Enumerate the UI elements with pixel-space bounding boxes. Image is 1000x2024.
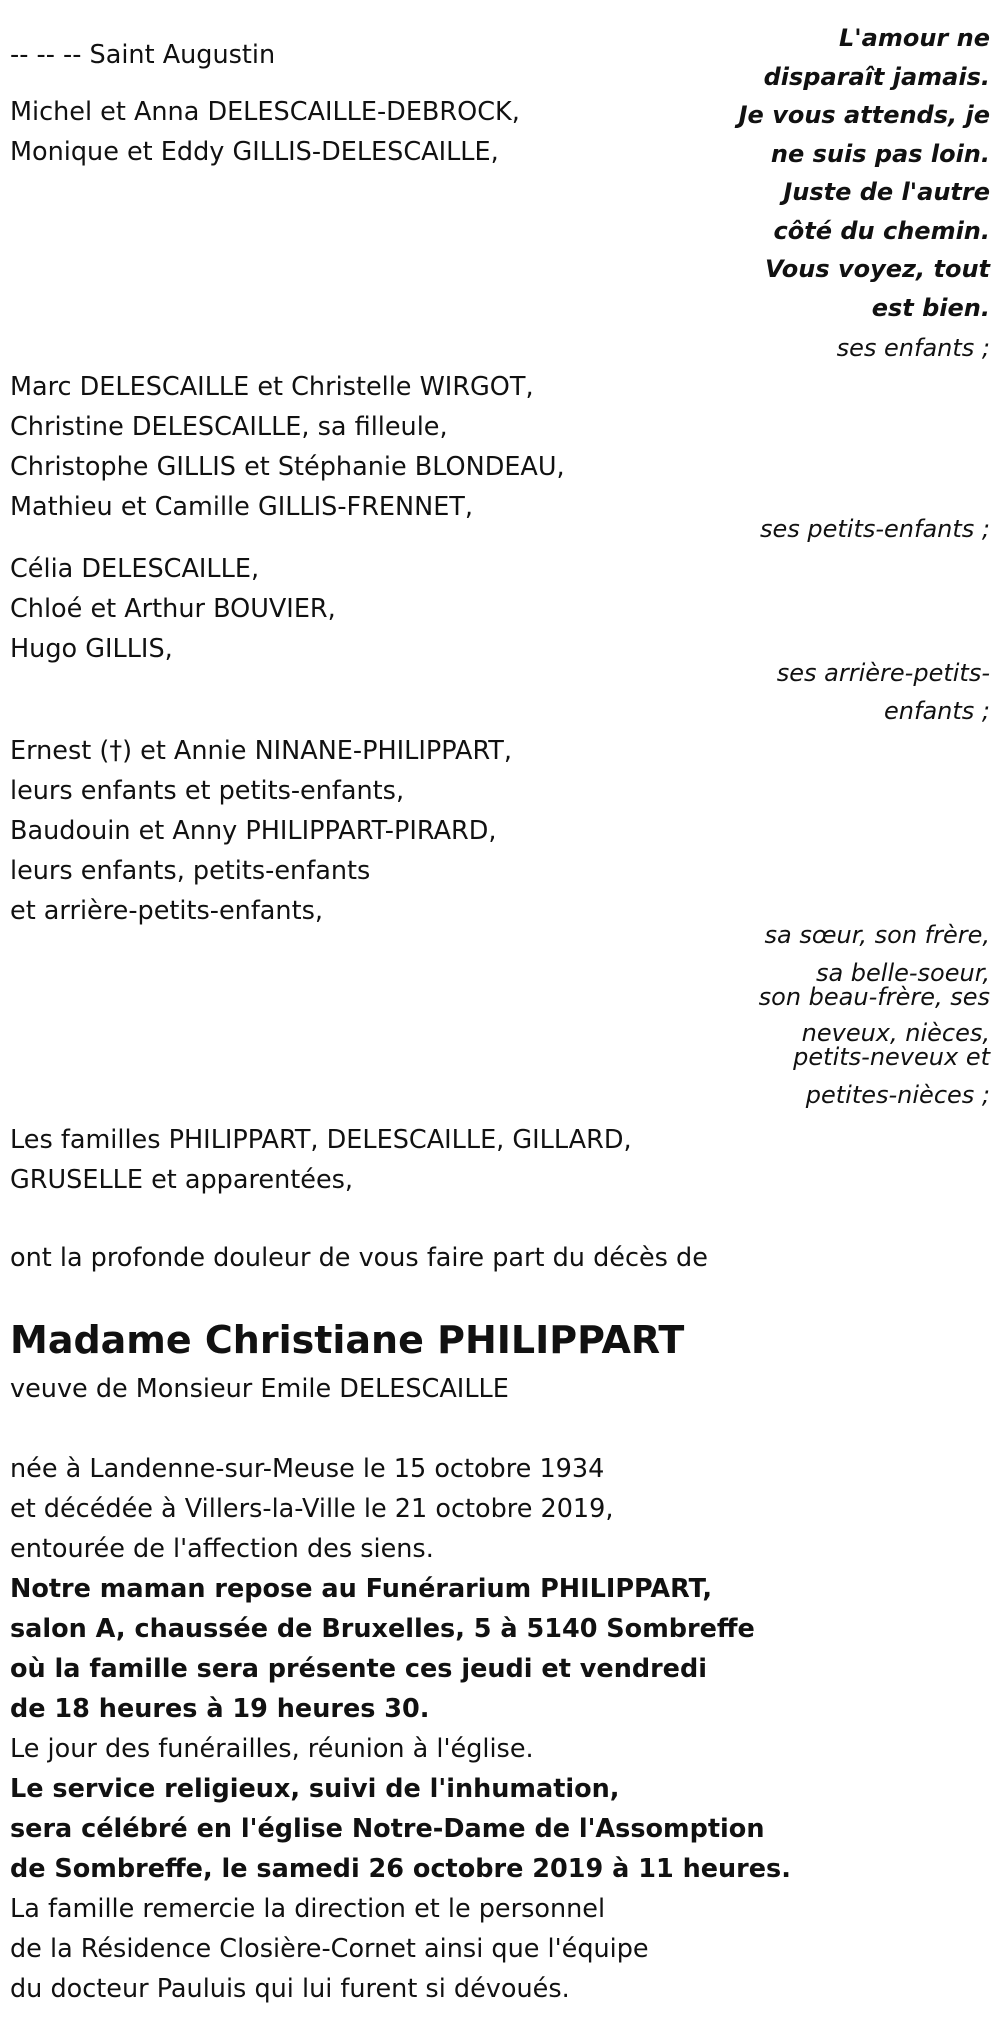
- grandchildren-list: [10, 367, 565, 527]
- list-item: Mathieu et Camille GILLIS-FRENNET,: [10, 492, 473, 522]
- list-item: leurs enfants et petits-enfants,: [10, 776, 405, 806]
- quote-line: est bien.: [871, 293, 990, 322]
- detail-line: sera célébré en l'église Notre-Dame de l'Assomption: [10, 1814, 765, 1844]
- detail-line: La famille remercie la direction et le personnel: [10, 1894, 606, 1924]
- announcement-text: ont la profonde douleur de vous faire part du décès de: [10, 1243, 708, 1273]
- great-grandchildren-list: [10, 549, 336, 669]
- detail-line: née à Landenne-sur-Meuse le 15 octobre 1934: [10, 1454, 605, 1484]
- label-great-grandchildren: [777, 654, 990, 730]
- detail-line: Notre maman repose au Funérarium PHILIPPART,: [10, 1574, 713, 1604]
- list-item: Hugo GILLIS,: [10, 634, 173, 664]
- list-item: Ernest (†) et Annie NINANE-PHILIPPART,: [10, 736, 512, 766]
- list-item: Christophe GILLIS et Stéphanie BLONDEAU,: [10, 452, 565, 482]
- label-line: sa belle-soeur,: [815, 959, 990, 987]
- list-item: Monique et Eddy GILLIS-DELESCAILLE,: [10, 137, 499, 167]
- details-block: [10, 1449, 791, 2009]
- list-item: Célia DELESCAILLE,: [10, 554, 260, 584]
- children-list: [10, 92, 520, 172]
- list-item: Baudouin et Anny PHILIPPART-PIRARD,: [10, 816, 497, 846]
- siblings-list: [10, 731, 512, 931]
- detail-line: du docteur Pauluis qui lui furent si dévoués.: [10, 1974, 570, 2004]
- quote-line: Je vous attends, je: [738, 101, 990, 129]
- label-line: enfants ;: [884, 697, 990, 725]
- list-item: leurs enfants, petits-enfants: [10, 856, 371, 886]
- detail-line: de 18 heures à 19 heures 30.: [10, 1694, 430, 1724]
- label-siblings: [759, 917, 990, 1113]
- deceased-name: Madame Christiane PHILIPPART: [10, 1318, 685, 1362]
- label-line: sa sœur, son frère,: [764, 921, 990, 949]
- label-grandchildren: ses petits-enfants ;: [759, 515, 990, 543]
- detail-line: Le jour des funérailles, réunion à l'église.: [10, 1734, 534, 1764]
- families-list: [10, 1120, 632, 1200]
- detail-line: et décédée à Villers-la-Ville le 21 octobre 2019,: [10, 1494, 614, 1524]
- label-line: petits-neveux et: [793, 1043, 990, 1071]
- quote-line: ne suis pas loin.: [770, 139, 990, 168]
- quote-line: côté du chemin.: [773, 216, 990, 245]
- label-line: ses arrière-petits-: [776, 659, 990, 687]
- quote-line: disparaît jamais.: [763, 62, 990, 91]
- detail-line: de Sombreffe, le samedi 26 octobre 2019 à 11 heures.: [10, 1854, 791, 1884]
- detail-line: où la famille sera présente ces jeudi et vendredi: [10, 1654, 707, 1684]
- label-line: petites-nièces ;: [805, 1081, 990, 1109]
- quote-line: L'amour ne: [839, 24, 990, 52]
- deceased-subtitle: veuve de Monsieur Emile DELESCAILLE: [10, 1374, 509, 1404]
- label-children: ses enfants ;: [836, 334, 990, 362]
- quote-line: Juste de l'autre: [783, 178, 990, 206]
- label-line: son beau-frère, ses: [758, 983, 990, 1011]
- quote-line: Vous voyez, tout: [764, 255, 990, 283]
- list-item: Michel et Anna DELESCAILLE-DEBROCK,: [10, 97, 520, 127]
- list-item: et arrière-petits-enfants,: [10, 896, 323, 926]
- list-item: Les familles PHILIPPART, DELESCAILLE, GILLARD,: [10, 1125, 632, 1155]
- detail-line: entourée de l'affection des siens.: [10, 1534, 434, 1564]
- label-line: neveux, nièces,: [801, 1019, 990, 1047]
- intro-text: -- -- -- Saint Augustin: [10, 40, 276, 70]
- detail-line: de la Résidence Closière-Cornet ainsi que l'équipe: [10, 1934, 649, 1964]
- quote-block: [739, 19, 990, 327]
- detail-line: salon A, chaussée de Bruxelles, 5 à 5140 Sombreffe: [10, 1614, 755, 1644]
- list-item: GRUSELLE et apparentées,: [10, 1165, 354, 1195]
- list-item: Christine DELESCAILLE, sa filleule,: [10, 412, 448, 442]
- detail-line: Le service religieux, suivi de l'inhumation,: [10, 1774, 620, 1804]
- list-item: Chloé et Arthur BOUVIER,: [10, 594, 336, 624]
- list-item: Marc DELESCAILLE et Christelle WIRGOT,: [10, 372, 534, 402]
